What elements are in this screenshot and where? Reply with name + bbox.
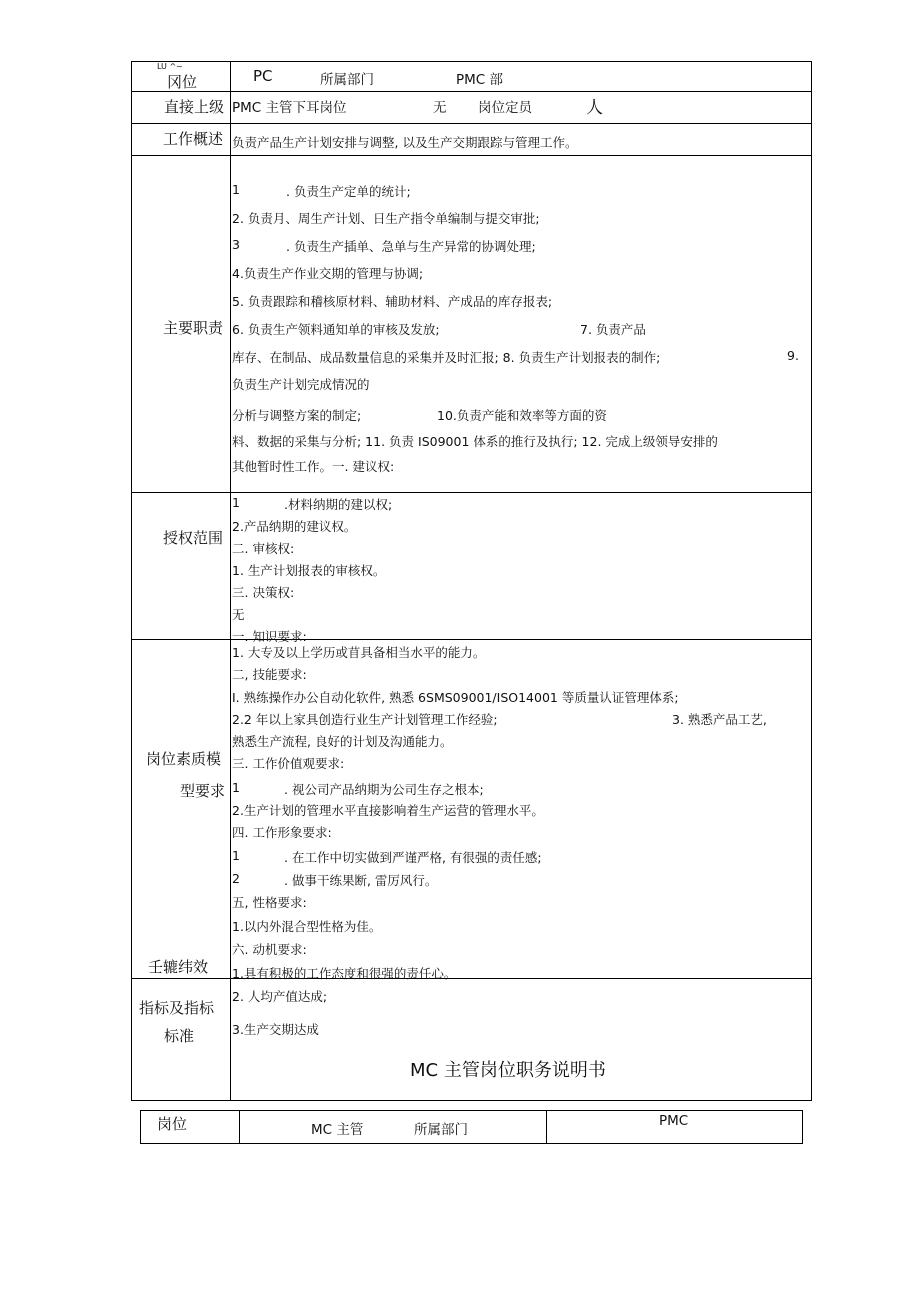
position-label: 冈位 bbox=[167, 73, 198, 91]
row-divider bbox=[131, 123, 812, 124]
row-divider bbox=[131, 91, 812, 92]
superior-value: PMC 主管下耳岗位 bbox=[232, 100, 347, 116]
duty-line-11: 其他暂时性工作。一. 建议权: bbox=[232, 459, 395, 474]
qual-line-10: . 在工作中切实做到严谨严格, 有很强的责任感; bbox=[284, 850, 542, 865]
duty-line-8: 负责生产计划完成情况的 bbox=[232, 377, 370, 392]
duty-line-7-right: 9. bbox=[787, 348, 799, 363]
kpi-line-1: 2. 人均产值达成; bbox=[232, 989, 328, 1004]
qual-line-4-right: 3. 熟悉产品工艺, bbox=[672, 712, 767, 727]
qual-line-1: 1. 大专及以上学历或苜具备相当水平的能力。 bbox=[232, 645, 486, 660]
duty-line-3: . 负责生产插单、急单与生产异常的协调处理; bbox=[286, 239, 536, 254]
doc2-department-label: 所属部门 bbox=[414, 1122, 468, 1138]
duty-line-2: 2. 负责月、周生产计划、日生产指令单编制与提交审批; bbox=[232, 211, 540, 226]
qual-line-9: 四. 工作形象要求: bbox=[232, 825, 332, 840]
table-border-top bbox=[131, 61, 812, 62]
duty-line-5: 5. 负责跟踪和稽核原材料、辅助材料、产成品的库存报表; bbox=[232, 294, 553, 309]
performance-label: 壬辘纬效 bbox=[148, 958, 209, 976]
duty-line-6: 6. 负责生产领料通知单的审核及发放; bbox=[232, 322, 440, 337]
duty-line-1-num: 1 bbox=[232, 182, 240, 197]
authority-line-1-num: 1 bbox=[232, 495, 240, 510]
duty-line-1: . 负责生产定单的统计; bbox=[286, 184, 411, 199]
headcount-value: 人 bbox=[586, 98, 603, 118]
column-divider bbox=[230, 61, 231, 1101]
overview-label: 工作概述 bbox=[163, 130, 224, 148]
authority-label: 授权范围 bbox=[163, 529, 224, 547]
qual-line-11: . 做事干练果断, 雷厉风行。 bbox=[284, 873, 438, 888]
qual-line-4: 2.2 年以上家具创造行业生产计划管理工作经验; bbox=[232, 712, 498, 727]
qual-line-2: 二, 技能要求: bbox=[232, 667, 307, 682]
qual-line-11-num: 2 bbox=[232, 871, 240, 886]
duty-line-3-num: 3 bbox=[232, 237, 240, 252]
qual-line-13: 1.以内外混合型性格为佳。 bbox=[232, 919, 382, 934]
doc2-position-value: MC 主管 bbox=[311, 1122, 364, 1138]
table-border-right bbox=[811, 61, 812, 1101]
superior-label: 直接上级 bbox=[164, 98, 225, 116]
qual-line-14: 六. 动机要求: bbox=[232, 942, 307, 957]
qual-line-7: . 视公司产品纳期为公司生存之根本; bbox=[284, 782, 484, 797]
department-label: 所属部门 bbox=[320, 72, 374, 88]
duty-line-4: 4.负责生产作业交期的管理与协调; bbox=[232, 266, 424, 281]
qualification-label-line1: 岗位素质模 bbox=[146, 750, 222, 768]
qualification-label-line2: 型要求 bbox=[180, 782, 226, 800]
qual-line-7-num: 1 bbox=[232, 780, 240, 795]
duty-line-10: 料、数据的采集与分析; 11. 负责 IS09001 体系的推行及执行; 12. 完成上级领导安排的 bbox=[232, 434, 718, 449]
table-border-bottom bbox=[131, 1100, 812, 1101]
kpi-label-line2: 标准 bbox=[164, 1027, 195, 1045]
authority-line-2: 2.产品纳期的建议权。 bbox=[232, 519, 357, 534]
qual-line-5: 熟悉生产流程, 良好的计划及沟通能力。 bbox=[232, 734, 453, 749]
authority-line-7: 一. 知识要求: bbox=[232, 629, 307, 644]
authority-line-6: 无 bbox=[232, 607, 245, 622]
duty-line-9-right: 10.负责产能和效率等方面的资 bbox=[437, 408, 607, 423]
authority-line-4: 1. 生产计划报表的审核权。 bbox=[232, 563, 386, 578]
table2-border-left bbox=[140, 1110, 141, 1144]
kpi-label-line1: 指标及指标 bbox=[139, 999, 215, 1017]
corner-mark: LU ^~ bbox=[157, 62, 183, 71]
subordinate-value: 无 bbox=[433, 100, 447, 116]
authority-line-5: 三. 决策权: bbox=[232, 585, 295, 600]
qual-line-8: 2.生产计划的管理水平直接影响着生产运营的管理水平。 bbox=[232, 803, 544, 818]
table2-divider bbox=[546, 1110, 547, 1144]
table2-border-right bbox=[802, 1110, 803, 1144]
overview-text: 负责产品生产计划安排与调整, 以及生产交期跟踪与管理工作。 bbox=[232, 135, 578, 150]
kpi-line-2: 3.生产交期达成 bbox=[232, 1022, 319, 1037]
duties-label: 主要职责 bbox=[163, 319, 224, 337]
duty-line-9: 分析与调整方案的制定; bbox=[232, 408, 362, 423]
authority-line-1: .材料纳期的建以权; bbox=[284, 497, 393, 512]
doc2-position-label: 岗位 bbox=[157, 1115, 188, 1133]
qual-line-3: I. 熟练操作办公自动化软件, 熟悉 6SMS09001/ISO14001 等质量认证管理体系; bbox=[232, 690, 679, 705]
qual-line-12: 五, 性格要求: bbox=[232, 895, 307, 910]
doc2-department-value: PMC bbox=[659, 1113, 689, 1129]
document-title: MC 主管岗位职务说明书 bbox=[410, 1060, 606, 1081]
qual-line-6: 三. 工作价值观要求: bbox=[232, 756, 345, 771]
qual-line-15: 1.具有积极的工作态度和很强的责任心。 bbox=[232, 966, 457, 981]
table2-divider bbox=[239, 1110, 240, 1144]
table-border-left bbox=[131, 61, 132, 1101]
authority-line-3: 二. 审核权: bbox=[232, 541, 295, 556]
row-divider bbox=[131, 155, 812, 156]
position-value: PC bbox=[253, 67, 273, 85]
qual-line-10-num: 1 bbox=[232, 848, 240, 863]
row-divider bbox=[131, 492, 812, 493]
duty-line-7: 库存、在制品、成品数量信息的采集并及时汇报; 8. 负责生产计划报表的制作; bbox=[232, 350, 661, 365]
department-value: PMC 部 bbox=[456, 72, 504, 88]
duty-line-6-right: 7. 负责产品 bbox=[580, 322, 646, 337]
headcount-label: 岗位定员 bbox=[478, 100, 532, 116]
